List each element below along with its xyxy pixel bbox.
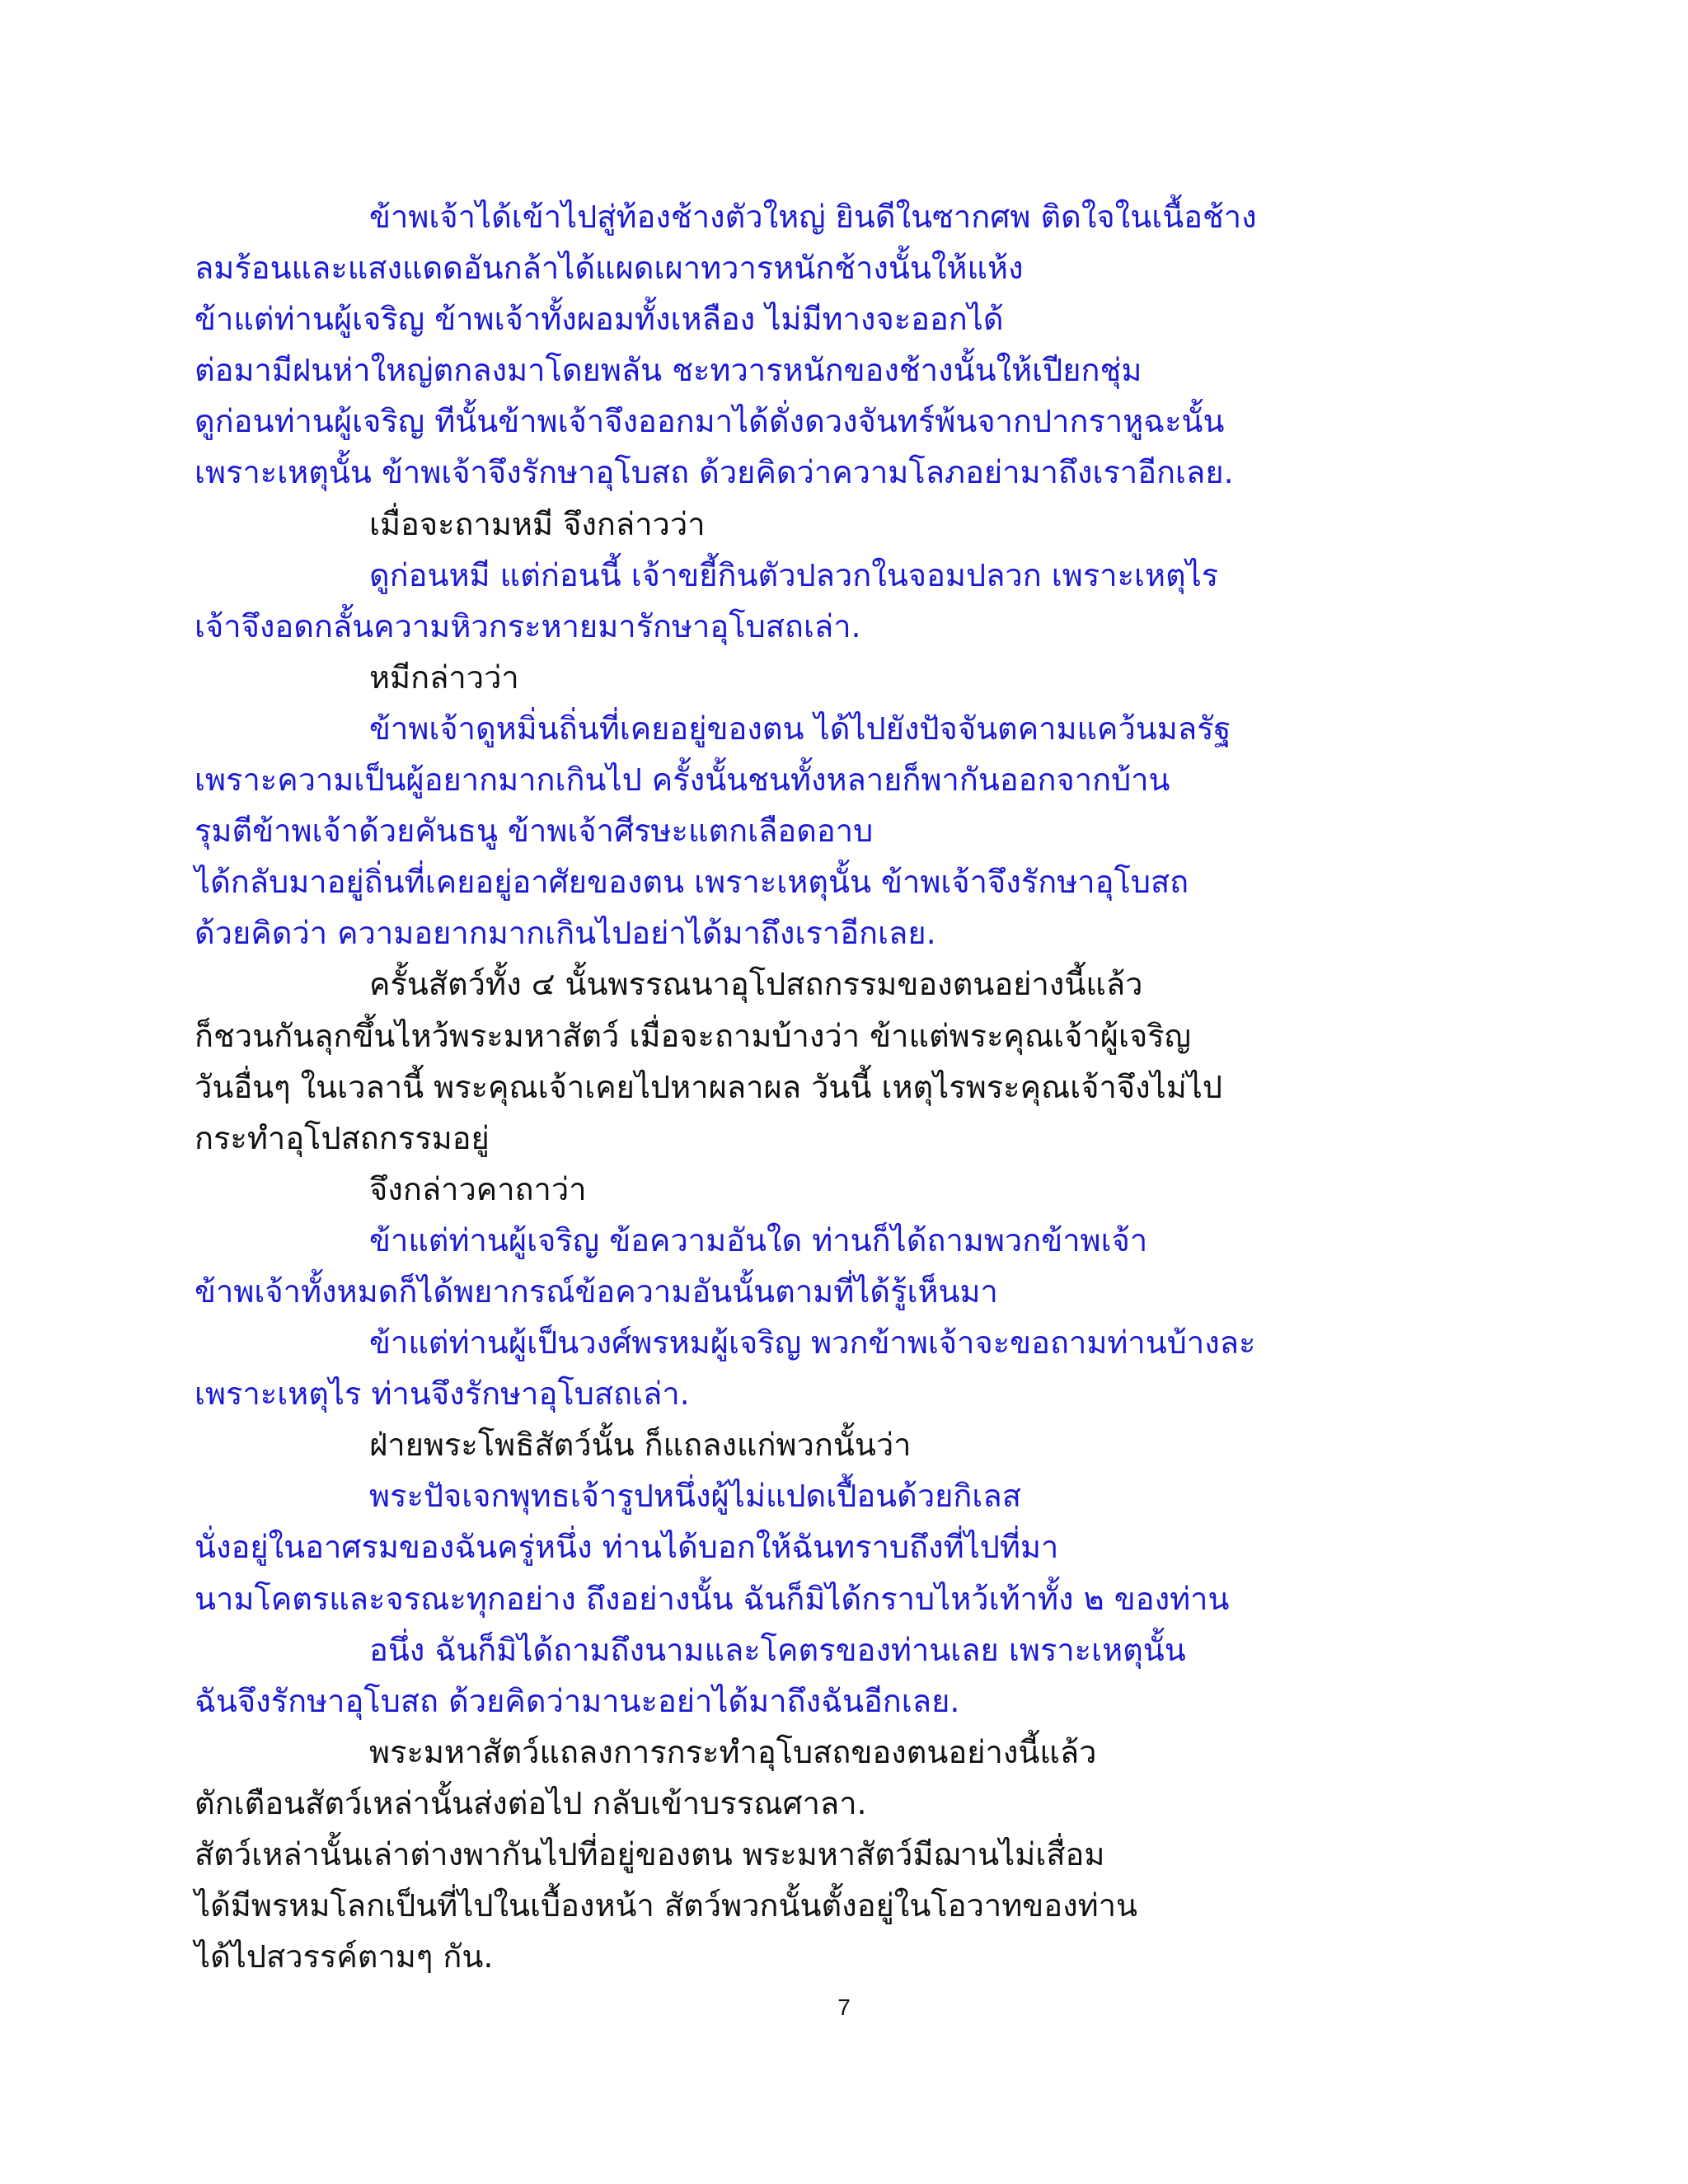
text-line: เพราะเหตุนั้น ข้าพเจ้าจึงรักษาอุโบสถ ด้วยคิดว่าความโลภอย่ามาถึงเราอีกเลย.	[195, 454, 1234, 491]
text-line: จึงกล่าวคาถาว่า	[369, 1170, 587, 1207]
text-line: ตักเตือนสัตว์เหล่านั้นส่งต่อไป กลับเข้าบรรณศาลา.	[195, 1784, 867, 1821]
text-line: นั่งอยู่ในอาศรมของฉันครู่หนึ่ง ท่านได้บอกให้ฉันทราบถึงที่ไปที่มา	[195, 1529, 1059, 1566]
text-line: พระมหาสัตว์แถลงการกระทำอุโบสถของตนอย่างนี้แล้ว	[369, 1733, 1097, 1770]
text-line: ครั้นสัตว์ทั้ง ๔ นั้นพรรณนาอุโปสถกรรมของตนอย่างนี้แล้ว	[369, 966, 1143, 1003]
text-line: ข้าพเจ้าได้เข้าไปสู่ท้องช้างตัวใหญ่ ยินดีในซากศพ ติดใจในเนื้อช้าง	[369, 199, 1257, 235]
text-line: ลมร้อนและแสงแดดอันกล้าได้แผดเผาทวารหนักช้างนั้นให้แห้ง	[195, 250, 1024, 287]
text-line: กระทำอุโปสถกรรมอยู่	[195, 1119, 490, 1156]
text-line: ดูก่อนท่านผู้เจริญ ทีนั้นข้าพเจ้าจึงออกมาได้ดั่งดวงจันทร์พ้นจากปากราหูฉะนั้น	[195, 403, 1225, 440]
text-line: ดูก่อนหมี แต่ก่อนนี้ เจ้าขยี้กินตัวปลวกในจอมปลวก เพราะเหตุไร	[369, 556, 1219, 593]
text-line: อนึ่ง ฉันก็มิได้ถามถึงนามและโคตรของท่านเลย เพราะเหตุนั้น	[369, 1631, 1186, 1668]
page-number: 7	[837, 1994, 851, 2020]
text-line: วันอื่นๆ ในเวลานี้ พระคุณเจ้าเคยไปหาผลาผล วันนี้ เหตุไรพระคุณเจ้าจึงไม่ไป	[195, 1068, 1223, 1105]
text-line: ข้าแต่ท่านผู้เจริญ ข้อความอันใด ท่านก็ได้ถามพวกข้าพเจ้า	[369, 1221, 1148, 1258]
text-line: ข้าพเจ้าทั้งหมดก็ได้พยากรณ์ข้อความอันนั้นตามที่ได้รู้เห็นมา	[195, 1272, 998, 1310]
text-line: เจ้าจึงอดกลั้นความหิวกระหายมารักษาอุโบสถเล่า.	[195, 607, 861, 644]
text-line: เมื่อจะถามหมี จึงกล่าวว่า	[369, 505, 706, 542]
text-line: ข้าแต่ท่านผู้เป็นวงศ์พรหมผู้เจริญ พวกข้าพเจ้าจะขอถามท่านบ้างละ	[369, 1324, 1256, 1361]
body-text	[195, 191, 1480, 1982]
text-line: สัตว์เหล่านั้นเล่าต่างพากันไปที่อยู่ของตน พระมหาสัตว์มีฌานไม่เสื่อม	[195, 1836, 1105, 1872]
text-line: หมีกล่าวว่า	[369, 658, 519, 696]
text-line: ได้ไปสวรรค์ตามๆ กัน.	[195, 1938, 494, 1975]
text-line: ฝ่ายพระโพธิสัตว์นั้น ก็แถลงแก่พวกนั้นว่า	[369, 1427, 912, 1464]
text-line: ต่อมามีฝนห่าใหญ่ตกลงมาโดยพลัน ชะทวารหนักของช้างนั้นให้เปียกชุ่ม	[195, 352, 1142, 389]
text-line: ด้วยคิดว่า ความอยากมากเกินไปอย่าได้มาถึงเราอีกเลย.	[195, 915, 936, 952]
text-line: ข้าพเจ้าดูหมิ่นถิ่นที่เคยอยู่ของตน ได้ไปยังปัจจันตคามแคว้นมลรัฐ	[369, 710, 1231, 747]
text-line: พระปัจเจกพุทธเจ้ารูปหนึ่งผู้ไม่แปดเปื้อนด้วยกิเลส	[369, 1478, 1021, 1515]
text-line: ข้าแต่ท่านผู้เจริญ ข้าพเจ้าทั้งผอมทั้งเหลือง ไม่มีทางจะออกได้	[195, 301, 1004, 338]
text-line: ได้มีพรหมโลกเป็นที่ไปในเบื้องหน้า สัตว์พวกนั้นตั้งอยู่ในโอวาทของท่าน	[195, 1887, 1138, 1924]
text-line: รุมตีข้าพเจ้าด้วยคันธนู ข้าพเจ้าศีรษะแตกเลือดอาบ	[195, 813, 874, 850]
text-line: ก็ชวนกันลุกขึ้นไหว้พระมหาสัตว์ เมื่อจะถามบ้างว่า ข้าแต่พระคุณเจ้าผู้เจริญ	[195, 1017, 1192, 1054]
text-line: ฉันจึงรักษาอุโบสถ ด้วยคิดว่ามานะอย่าได้มาถึงฉันอีกเลย.	[195, 1682, 960, 1719]
text-line: ได้กลับมาอยู่ถิ่นที่เคยอยู่อาศัยของตน เพราะเหตุนั้น ข้าพเจ้าจึงรักษาอุโบสถ	[195, 864, 1189, 901]
text-line: เพราะความเป็นผู้อยากมากเกินไป ครั้งนั้นชนทั้งหลายก็พากันออกจากบ้าน	[195, 762, 1170, 799]
text-line: เพราะเหตุไร ท่านจึงรักษาอุโบสถเล่า.	[195, 1376, 690, 1413]
text-line: นามโคตรและจรณะทุกอย่าง ถึงอย่างนั้น ฉันก็มิได้กราบไหว้เท้าทั้ง ๒ ของท่าน	[195, 1580, 1230, 1617]
